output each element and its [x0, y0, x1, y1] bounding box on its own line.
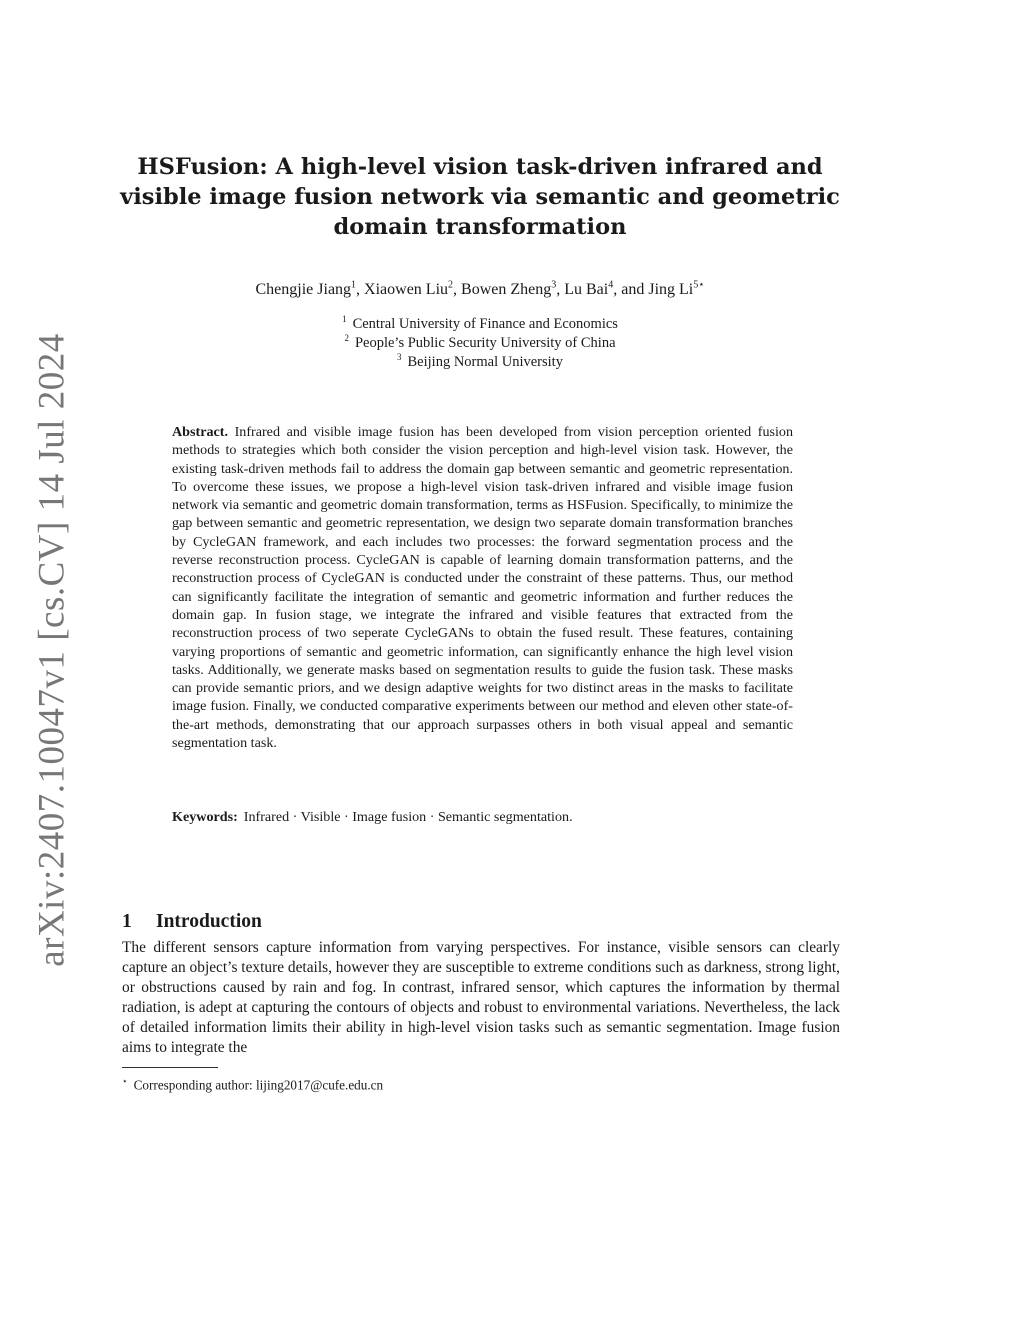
title-line: visible image fusion network via semantic and geometric — [120, 184, 840, 210]
title-line: HSFusion: A high-level vision task-driven infrared and — [137, 154, 823, 180]
author-name: Xiaowen Liu — [364, 281, 449, 298]
author-name: Bowen Zheng — [461, 281, 552, 298]
section-heading-introduction — [122, 909, 262, 935]
affiliation-number: 2 — [344, 333, 349, 344]
author-name: Chengjie Jiang — [255, 281, 352, 298]
affiliation-item — [120, 315, 840, 334]
affiliation-number: 1 — [342, 314, 347, 325]
affiliation-number: 3 — [397, 352, 402, 363]
author-separator: , — [356, 281, 365, 298]
footnote-text: Corresponding author: lijing2017@cufe.edu.cn — [133, 1077, 384, 1093]
affiliation-item — [120, 353, 840, 372]
author-name: Jing Li — [648, 281, 694, 298]
footnote-divider — [122, 1067, 218, 1068]
author-name: Lu Bai — [564, 281, 609, 298]
keywords-label: Keywords: — [172, 809, 238, 825]
abstract-label: Abstract. — [172, 424, 228, 440]
arxiv-identifier: arXiv:2407.10047v1 [cs.CV] 14 Jul 2024 — [31, 333, 73, 967]
author-separator: , — [453, 281, 462, 298]
title-line: domain transformation — [333, 214, 627, 240]
author-affiliation-mark: 2 — [448, 279, 454, 291]
affiliation-name: Central University of Finance and Economics — [352, 316, 618, 332]
affiliation-item — [120, 334, 840, 353]
author-separator: , — [556, 281, 565, 298]
section-number: 1 — [122, 911, 132, 933]
keywords-text: Infrared · Visible · Image fusion · Semantic segmentation. — [243, 809, 573, 825]
abstract — [172, 423, 793, 752]
introduction-paragraph: The different sensors capture information from varying perspectives. For instance, visible sensors can clearly capture an object’s texture details, however they are susceptible to extreme conditions such as darkness, strong light, or obstructions caused by rain and fog. In contrast, infrared sensor, which captures the information by thermal radiation, is adept at capturing the contours of objects and robust to environmental variations. Nevertheless, the lack of detailed information limits their ability in high-level vision tasks such as semantic segmentation. Image fusion aims to integrate the — [122, 939, 840, 1056]
footnote — [122, 1073, 383, 1093]
author-affiliation-mark: 5⋆ — [693, 279, 705, 291]
affiliation-list — [120, 315, 840, 372]
paper-title — [120, 152, 840, 242]
footnote-mark: ⋆ — [122, 1076, 128, 1086]
author-affiliation-mark: 3 — [551, 279, 557, 291]
author-separator: , and — [613, 281, 649, 298]
author-affiliation-mark: 4 — [608, 279, 614, 291]
keywords — [172, 808, 793, 826]
abstract-text: Infrared and visible image fusion has been developed from vision perception oriented fusion methods to strategies which both consider the vision perception and high-level vision task. However, the existing task-driven methods fail to address the domain gap between semantic and geometric representation. To overcome these issues, we propose a high-level vision task-driven infrared and visible image fusion network via semantic and geometric domain transformation, terms as HSFusion. Specifically, to minimize the gap between semantic and geometric representation, we design two separate domain transformation branches by CycleGAN framework, and each includes two processes: the forward segmentation process and the reverse reconstruction process. CycleGAN is capable of learning domain transformation patterns, and the reconstruction process of CycleGAN is conducted under the constraint of these patterns. Thus, our method can significantly facilitate the integration of semantic and geometric information and further reduces the domain gap. In fusion stage, we integrate the infrared and visible features that extracted from the reconstruction process of two seperate CycleGANs to obtain the fused result. These features, containing varying proportions of semantic and geometric information, can significantly enhance the high level vision tasks. Additionally, we generate masks based on segmentation results to guide the fusion task. These masks can provide semantic priors, and we design adaptive weights for two distinct areas in the masks to facilitate image fusion. Finally, we conducted comparative experiments between our method and eleven other state-of-the-art methods, demonstrating that our approach surpasses others in both visual appeal and semantic segmentation task. — [172, 424, 794, 752]
section-title: Introduction — [156, 911, 262, 933]
affiliation-name: People’s Public Security University of China — [354, 335, 616, 351]
author-affiliation-mark: 1 — [351, 279, 357, 291]
author-list — [120, 280, 840, 300]
affiliation-name: Beijing Normal University — [407, 354, 563, 370]
